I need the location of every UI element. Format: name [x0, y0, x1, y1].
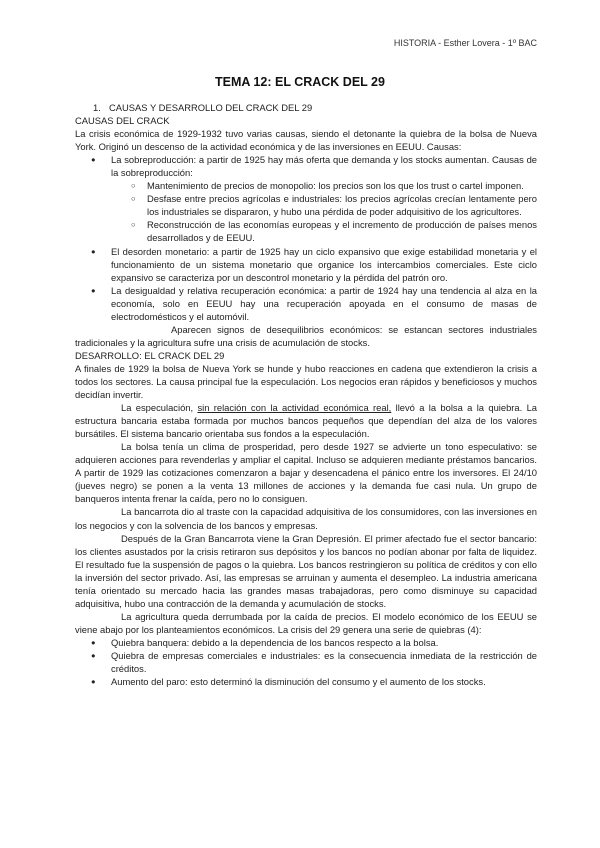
causes-list [75, 153, 537, 323]
list-item [111, 153, 537, 244]
cause-text: La sobreproducción: a partir de 1925 hay más oferta que demanda y los stocks aumentan. Causas de la sobreproducción: [111, 154, 537, 179]
quiebras-list [75, 636, 537, 688]
list-item: ● Quiebra de empresas comerciales e industriales: es la consecuencia inmediata de la restricción de créditos. [111, 649, 537, 675]
paragraph: La bolsa tenía un clima de prosperidad, pero desde 1927 se advierte un tono especulativo: se adquieren acciones para revenderlas y ampliar el capital. Incluso se adquieren mediante préstamos bancarios. A partir de 1929 las cotizaciones comenzaron a bajar y desencadena el pánico entre los inversores. El 24/10 (jueves negro) se ponen a la venta 13 millones de acciones y la demanda fue casi nula. Un grupo de banqueros intenta frenar la caída, pero no lo consiguen. [75, 441, 537, 505]
underlined-text: sin relación con la actividad económica real, [197, 402, 392, 414]
desequilibrios-paragraph: Aparecen signos de desequilibrios económicos: se estancan sectores industriales tradicionales y la agricultura sufre una crisis de acumulación de stocks. [75, 323, 537, 348]
text-span: La especulación, [121, 402, 198, 414]
intro-paragraph: La crisis económica de 1929-1932 tuvo varias causas, siendo el detonante la quiebra de la bolsa de Nueva York. Originó un descenso de la actividad económica y de las inversiones en EEUU. Causas: [75, 128, 537, 153]
list-item: ○ Reconstrucción de las economías europeas y el incremento de producción de países menos desarrollados y de EEUU. [147, 218, 537, 244]
causas-heading: CAUSAS DEL CRACK [75, 115, 170, 127]
list-item: ○ Desfase entre precios agrícolas e industriales: los precios agrícolas crecían lentamente pero los industriales se dispararon, y hubo una pérdida de poder adquisitivo de los agricultores. [147, 192, 537, 218]
section-number: 1. [93, 102, 101, 113]
list-item: ● La desigualdad y relativa recuperación económica: a partir de 1924 hay una tendencia al alza en la economía, solo en EEUU hay una recuperación apoyada en el consumo de masas de electrodomésticos y el automóvil. [111, 284, 537, 323]
desarrollo-heading: DESARROLLO: EL CRACK DEL 29 [75, 349, 225, 361]
document-body [75, 101, 537, 688]
list-item: ● Aumento del paro: esto determinó la disminución del consumo y el aumento de los stocks. [111, 675, 537, 688]
paragraph: La agricultura queda derrumbada por la caída de precios. El modelo económico de los EEUU se viene abajo por los planteamientos económicos. La crisis del 29 genera una serie de quiebras (4): [75, 610, 537, 635]
list-item: ○ Mantenimiento de precios de monopolio: los precios son los que los trust o cartel imponen. [147, 179, 537, 192]
paragraph: A finales de 1929 la bolsa de Nueva York se hunde y hubo reacciones en cadena que extendieron la crisis a todos los sectores. La causa principal fue la especulación. Los negocios eran rápidos y beneficiosos y muchos decidían invertir. [75, 362, 537, 401]
text-span: llevó a la bolsa a la quiebra. La estructura bancaria estaba formada por muchos bancos pequeños que dependían del alza de los valores bursátiles. El sistema bancario orientaba sus fondos a la especulación. [75, 402, 538, 440]
paragraph: La bancarrota dio al traste con la capacidad adquisitiva de los consumidores, con las inversiones en los negocios y con la solvencia de los bancos y empresas. [75, 506, 537, 531]
sub-causes-list [111, 179, 537, 244]
page-title: TEMA 12: EL CRACK DEL 29 [215, 75, 385, 89]
list-item: ● Quiebra banquera: debido a la dependencia de los bancos respecto a la bolsa. [111, 636, 537, 649]
section-heading [75, 101, 537, 114]
page-header: HISTORIA - Esther Lovera - 1º BAC [393, 38, 537, 48]
paragraph [75, 401, 537, 440]
list-item: ● El desorden monetario: a partir de 1925 hay un ciclo expansivo que exige estabilidad monetaria y el funcionamiento de un sistema monetario que organice los intercambios comerciales. Este ciclo expansivo se caracteriza por un descontrol monetario y la pérdida del patrón oro. [111, 245, 537, 284]
section-label: CAUSAS Y DESARROLLO DEL CRACK DEL 29 [109, 102, 313, 113]
paragraph: Después de la Gran Bancarrota viene la Gran Depresión. El primer afectado fue el sector bancario: los clientes asustados por la crisis retiraron sus depósitos y los bancos no podían abonar por falta de liquidez. El resultado fue la suspensión de pagos o la quiebra. Los bancos restringieron su política de créditos y con ello la inversión del sector privado. Así, las empresas se arruinan y aumenta el desempleo. La industria americana tenía orientado su mercado hacia las grandes masas trabajadoras, pero como disminuye su capacidad adquisitiva, hubo una contracción de la demanda y acumulación de stocks. [75, 532, 537, 609]
